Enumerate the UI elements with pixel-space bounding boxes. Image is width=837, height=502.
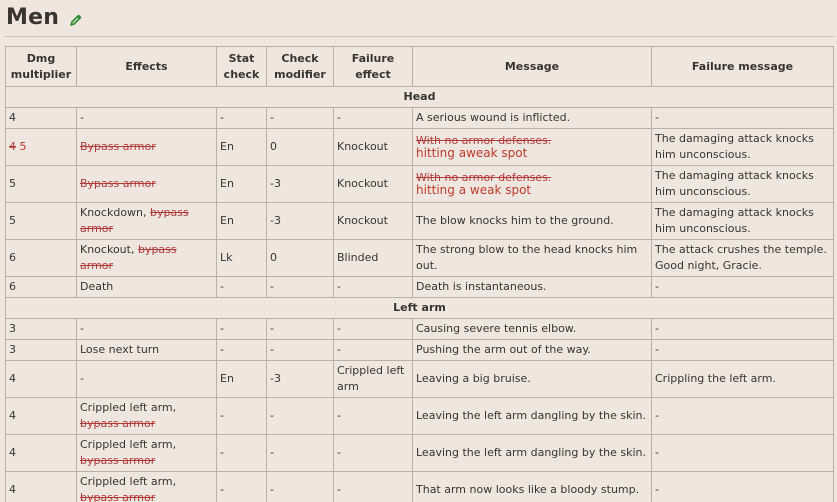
cell-message: Death is instantaneous.: [413, 277, 652, 298]
cell-effects: Lose next turn: [77, 340, 217, 361]
cell-failure-message: -: [652, 472, 834, 502]
cell-mod: -: [267, 398, 334, 435]
cell-message: A serious wound is inflicted.: [413, 108, 652, 129]
cell-stat: -: [217, 398, 267, 435]
cell-fail: -: [334, 340, 413, 361]
page-title: Men: [6, 4, 60, 30]
struck-text: bypass armor: [80, 454, 156, 467]
cell-message: The strong blow to the head knocks him out.: [413, 240, 652, 277]
table-row: [6, 361, 834, 398]
cell-stat: En: [217, 129, 267, 166]
table-row: [6, 277, 834, 298]
table-row: [6, 340, 834, 361]
struck-text: bypass armor: [80, 243, 177, 272]
cell-failure-message: The damaging attack knocks him unconscious.: [652, 203, 834, 240]
cell-effects: Death: [77, 277, 217, 298]
cell-failure-message: -: [652, 435, 834, 472]
cell-message: Leaving the left arm dangling by the skin.: [413, 398, 652, 435]
cell-stat: -: [217, 277, 267, 298]
inserted-text: hitting a weak spot: [416, 183, 532, 197]
pencil-icon[interactable]: [69, 12, 83, 26]
cell-mod: -: [267, 435, 334, 472]
cell-stat: En: [217, 166, 267, 203]
effects-text: Knockdown,: [80, 206, 151, 219]
effects-text: Crippled left arm,: [80, 401, 177, 414]
header-failure-effect: Failure effect: [334, 47, 413, 87]
cell-fail: -: [334, 472, 413, 502]
cell-dmg: 3: [6, 340, 77, 361]
damage-table: [5, 46, 834, 502]
cell-message: That arm now looks like a bloody stump.: [413, 472, 652, 502]
cell-effects: -: [77, 108, 217, 129]
cell-failure-message: The attack crushes the temple. Good night, Gracie.: [652, 240, 834, 277]
cell-stat: -: [217, 435, 267, 472]
cell-dmg: 5: [6, 166, 77, 203]
cell-failure-message: -: [652, 340, 834, 361]
cell-dmg: 4: [6, 398, 77, 435]
struck-text: bypass armor: [80, 491, 156, 502]
table-row: [6, 166, 834, 203]
cell-effects: [77, 166, 217, 203]
cell-message: Leaving a big bruise.: [413, 361, 652, 398]
cell-mod: 0: [267, 129, 334, 166]
effects-text: Crippled left arm,: [80, 438, 177, 451]
cell-dmg: 3: [6, 319, 77, 340]
cell-stat: Lk: [217, 240, 267, 277]
effects-text: Crippled left arm,: [80, 475, 177, 488]
cell-failure-message: -: [652, 277, 834, 298]
effects-text: Knockout,: [80, 243, 138, 256]
inserted-text: hitting aweak spot: [416, 146, 528, 160]
struck-text: bypass armor: [80, 417, 156, 430]
cell-mod: -3: [267, 166, 334, 203]
cell-fail: -: [334, 435, 413, 472]
cell-dmg: [6, 129, 77, 166]
cell-mod: 0: [267, 240, 334, 277]
cell-failure-message: -: [652, 319, 834, 340]
header-dmg-multiplier: Dmg multiplier: [6, 47, 77, 87]
cell-stat: -: [217, 108, 267, 129]
cell-message: [413, 129, 652, 166]
table-row: [6, 203, 834, 240]
cell-stat: En: [217, 361, 267, 398]
inserted-text: 5: [19, 140, 27, 153]
header-effects: Effects: [77, 47, 217, 87]
cell-fail: -: [334, 398, 413, 435]
cell-failure-message: -: [652, 398, 834, 435]
table-row: [6, 472, 834, 502]
cell-mod: -3: [267, 361, 334, 398]
cell-failure-message: The damaging attack knocks him unconscious.: [652, 166, 834, 203]
table-row: [6, 108, 834, 129]
struck-text: 4: [9, 140, 16, 153]
header-stat-check: Stat check: [217, 47, 267, 87]
cell-failure-message: The damaging attack knocks him unconscious.: [652, 129, 834, 166]
cell-dmg: 4: [6, 435, 77, 472]
title-divider: [4, 36, 834, 37]
cell-message: [413, 166, 652, 203]
cell-message: Causing severe tennis elbow.: [413, 319, 652, 340]
header-failure-message: Failure message: [652, 47, 834, 87]
table-header-row: [6, 47, 834, 87]
cell-fail: -: [334, 108, 413, 129]
cell-effects: [77, 398, 217, 435]
section-row-left-arm: [6, 298, 834, 319]
cell-message: Pushing the arm out of the way.: [413, 340, 652, 361]
cell-dmg: 4: [6, 361, 77, 398]
section-row-head: [6, 87, 834, 108]
struck-text: Bypass armor: [80, 177, 156, 190]
cell-mod: -: [267, 108, 334, 129]
cell-effects: [77, 472, 217, 502]
cell-dmg: 4: [6, 108, 77, 129]
struck-text: bypass armor: [80, 206, 189, 235]
cell-mod: -: [267, 319, 334, 340]
cell-mod: -: [267, 472, 334, 502]
cell-fail: Blinded: [334, 240, 413, 277]
table-row: [6, 398, 834, 435]
cell-stat: -: [217, 319, 267, 340]
cell-message: Leaving the left arm dangling by the skin.: [413, 435, 652, 472]
cell-failure-message: -: [652, 108, 834, 129]
cell-effects: [77, 435, 217, 472]
cell-mod: -: [267, 340, 334, 361]
cell-mod: -3: [267, 203, 334, 240]
section-label: Left arm: [6, 298, 834, 319]
struck-text: Bypass armor: [80, 140, 156, 153]
cell-stat: -: [217, 472, 267, 502]
table-row: [6, 240, 834, 277]
cell-effects: [77, 203, 217, 240]
cell-effects: -: [77, 361, 217, 398]
cell-fail: -: [334, 277, 413, 298]
header-message: Message: [413, 47, 652, 87]
cell-message: The blow knocks him to the ground.: [413, 203, 652, 240]
cell-effects: [77, 129, 217, 166]
title-row: [6, 2, 83, 32]
cell-stat: -: [217, 340, 267, 361]
section-label: Head: [6, 87, 834, 108]
cell-failure-message: Crippling the left arm.: [652, 361, 834, 398]
struck-text: With no armor defenses.: [416, 171, 552, 184]
cell-fail: Knockout: [334, 166, 413, 203]
cell-dmg: 4: [6, 472, 77, 502]
cell-fail: Knockout: [334, 203, 413, 240]
table-row: [6, 435, 834, 472]
cell-stat: En: [217, 203, 267, 240]
cell-fail: Knockout: [334, 129, 413, 166]
cell-dmg: 6: [6, 277, 77, 298]
struck-text: With no armor defenses.: [416, 134, 552, 147]
table-row: [6, 319, 834, 340]
cell-dmg: 5: [6, 203, 77, 240]
cell-effects: -: [77, 319, 217, 340]
table-row: [6, 129, 834, 166]
cell-fail: Crippled left arm: [334, 361, 413, 398]
cell-effects: [77, 240, 217, 277]
header-check-modifier: Check modifier: [267, 47, 334, 87]
cell-fail: -: [334, 319, 413, 340]
cell-dmg: 6: [6, 240, 77, 277]
cell-mod: -: [267, 277, 334, 298]
